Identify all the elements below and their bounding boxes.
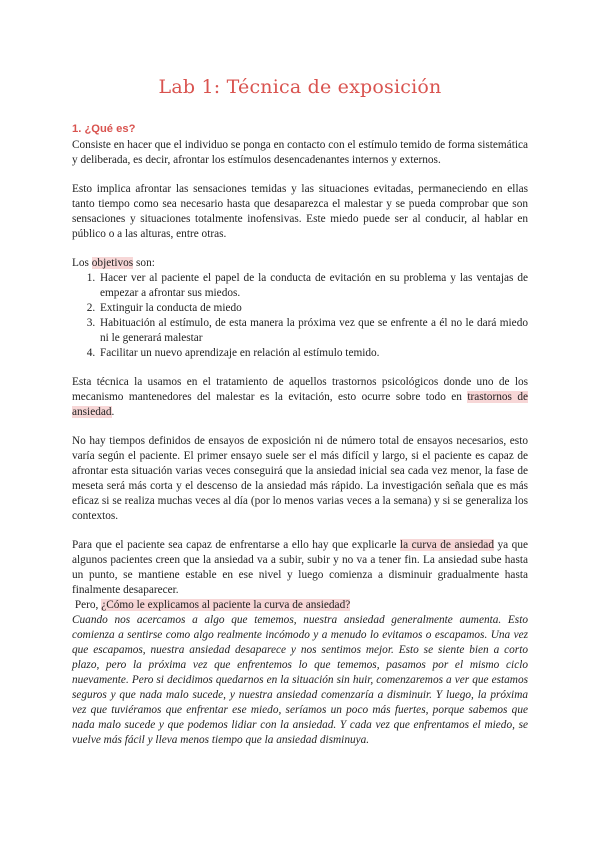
list-item: 3. Habituación al estímulo, de esta manera la próxima vez que se enfrente a él no le dará miedo ni le generará malestar [98,316,528,346]
highlight-curva: la curva de ansiedad [399,539,494,551]
page-title: Lab 1: Técnica de exposición [158,76,442,98]
paragraph-implications: Esto implica afrontar las sensaciones temidas y las situaciones evitadas, permaneciendo en ellas tanto tiempo como sea necesario hasta que desaparezca el malestar y se pueda comprobar que son sensaciones y situaciones totalmente inofensivas. Este miedo puede ser al conducir, al hablar en público o a las alturas, entre otras. [72,183,528,240]
question-prefix: Pero, [72,599,102,611]
objectives-intro [72,256,528,271]
curve-text-after: ya que algunos pacientes creen que la ansiedad va a subir, subir y no va a tener fin. La ansiedad sube hasta un punto, se mantiene estable en ese nivel y luego comienza a disminuir gradualmente hasta finalmente desaparecer. [72,539,528,596]
curve-text-before: Para que el paciente sea capaz de enfrentarse a ello hay que explicarle [72,539,400,551]
objectives-intro-end: son: [133,257,155,269]
question-line [72,598,528,613]
list-item: 1. Hacer ver al paciente el papel de la conducta de evitación en su problema y las ventajas de empezar a afrontar sus miedos. [98,271,528,301]
highlight-question: ¿Cómo le explicamos al paciente la curva de ansiedad? [101,599,351,611]
highlight-trastornos: trastornos de ansiedad [72,391,528,418]
list-item: 2. Extinguir la conducta de miedo [98,301,528,316]
explanation-italic: Cuando nos acercamos a algo que tememos, nuestra ansiedad generalmente aumenta. Esto comienza a sentirse como algo realmente incómodo y a menudo lo evitamos o escapamos. Una vez que escapamos, nuestra ansiedad desaparece y nos sentimos mejor. Esto se siente bien a corto plazo, pero la próxima vez que enfrentemos lo que tememos, pasamos por el mismo ciclo nuevamente. Pero si decidimos quedarnos en la situación sin huir, comenzaremos a ver que estamos seguros y que nada malo sucede, y nuestra ansiedad comenzaría a disminuir. Y luego, la próxima vez que tuviéramos que enfrentar ese miedo, seríamos un poco más fuertes, porque sabemos que nada malo sucede y que podemos lidiar con la ansiedad. Y cada vez que enfrentamos el miedo, se vuelve más fácil y lleva menos tiempo que la ansiedad disminuya. [72,614,528,746]
document-body [72,122,528,748]
paragraph-definition: Consiste en hacer que el individuo se ponga en contacto con el estímulo temido de forma sistemática y deliberada, es decir, afrontar los estímulos desencadenantes internos y externos. [72,139,528,166]
section-heading: 1. ¿Qué es? [72,123,136,135]
list-item: 4. Facilitar un nuevo aprendizaje en relación al estímulo temido. [98,346,528,361]
objectives-intro-text: Los [72,257,92,269]
paragraph-trials: No hay tiempos definidos de ensayos de exposición ni de número total de ensayos necesarios, esto varía según el paciente. El primer ensayo suele ser el más difícil y largo, si el paciente es capaz de afrontar esta situación varias veces conseguirá que la ansiedad inicial sea cada vez menor, la fase de meseta será más corta y el descenso de la ansiedad más rápido. La investigación señala que es más eficaz si se realiza muchas veces al día (por lo menos varias veces a la semana) y si se generaliza los contextos. [72,435,528,522]
highlight-objetivos: objetivos [91,257,134,269]
paragraph-usage [72,375,528,420]
usage-text: Esta técnica la usamos en el tratamiento de aquellos trastornos psicológicos donde uno de los mecanismo mantenedores del malestar es la evitación, esto ocurre sobre todo en [72,376,528,403]
usage-end: . [111,406,115,418]
paragraph-curve [72,538,528,598]
objectives-list [72,271,528,361]
